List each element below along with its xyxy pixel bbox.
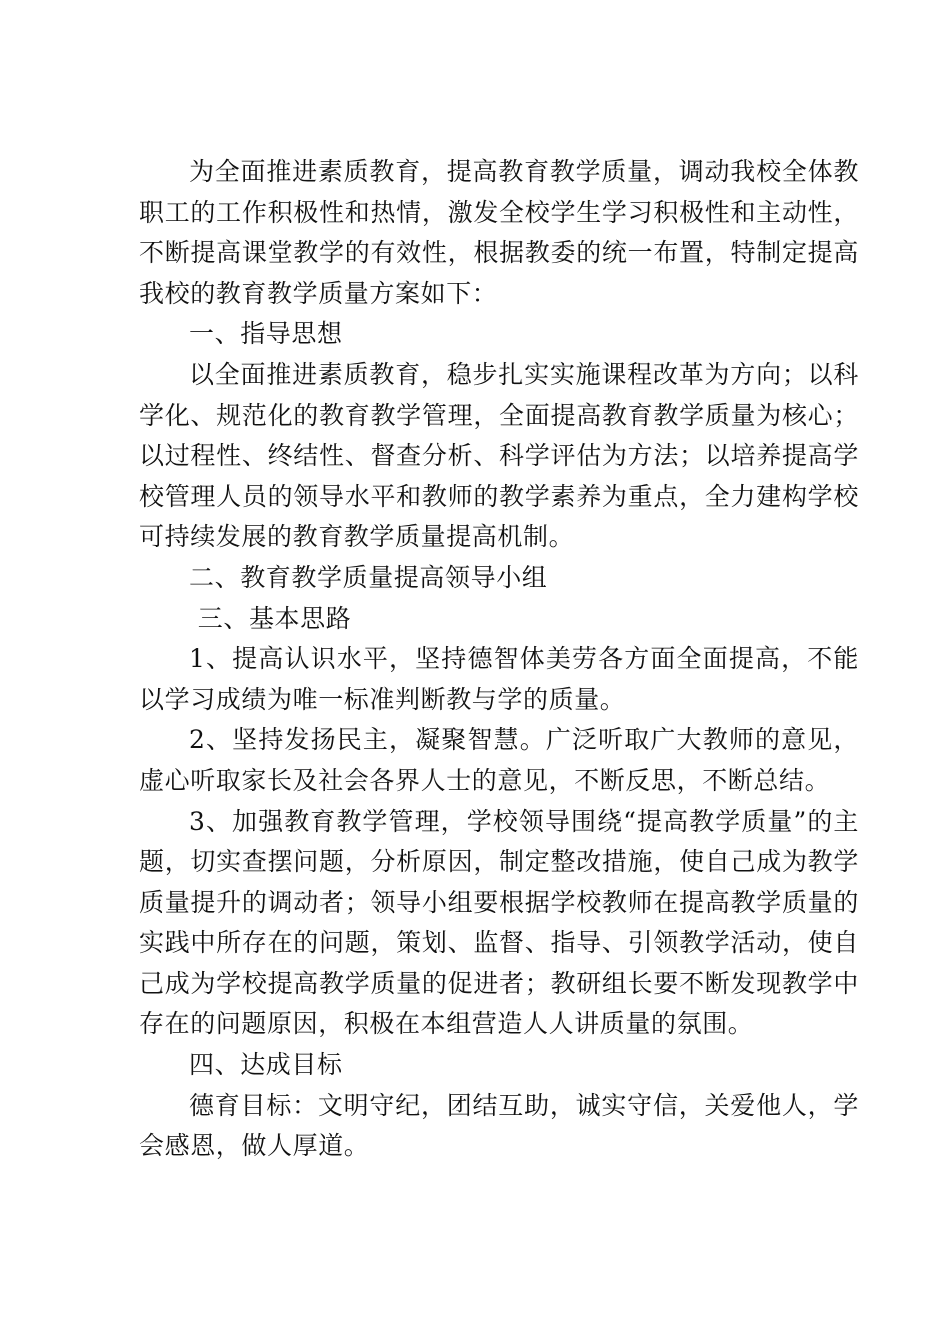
approach-item-2: 2、坚持发扬民主，凝聚智慧。广泛听取广大教师的意见，虚心听取家长及社会各界人士的意见，不断反思，不断总结。 — [139, 725, 859, 795]
moral-education-goal-paragraph: 德育目标：文明守纪，团结互助，诚实守信，关爱他人，学会感恩，做人厚道。 — [139, 1090, 859, 1161]
section-heading-basic-approach: 三、基本思路 — [197, 603, 352, 633]
section-heading-guiding-thought: 一、指导思想 — [189, 319, 343, 349]
document-body — [139, 152, 859, 1167]
approach-item-1: 1、提高认识水平，坚持德智体美劳各方面全面提高，不能以学习成绩为唯一标准判断教与学的质量。 — [139, 644, 859, 714]
section-heading-goals: 四、达成目标 — [189, 1050, 343, 1080]
section-heading-leadership-group: 二、教育教学质量提高领导小组 — [189, 562, 548, 592]
intro-paragraph: 为全面推进素质教育，提高教育教学质量，调动我校全体教职工的工作积极性和热情，激发全校学生学习积极性和主动性，不断提高课堂教学的有效性，根据教委的统一布置，特制定提高我校的教育教学质量方案如下： — [139, 157, 859, 308]
approach-item-3: 3、加强教育教学管理，学校领导围绕“提高教学质量”的主题，切实查摆问题，分析原因，制定整改措施，使自己成为教学质量提升的调动者；领导小组要根据学校教师在提高教学质量的实践中所存在的问题，策划、监督、指导、引领教学活动，使自己成为学校提高教学质量的促进者；教研组长要不断发现教学中存在的问题原因，积极在本组营造人人讲质量的氛围。 — [139, 806, 859, 1039]
guiding-thought-paragraph: 以全面推进素质教育，稳步扎实实施课程改革为方向；以科学化、规范化的教育教学管理，全面提高教育教学质量为核心；以过程性、终结性、督查分析、科学评估为方法；以培养提高学校管理人员的领导水平和教师的教学素养为重点，全力建构学校可持续发展的教育教学质量提高机制。 — [139, 359, 859, 552]
